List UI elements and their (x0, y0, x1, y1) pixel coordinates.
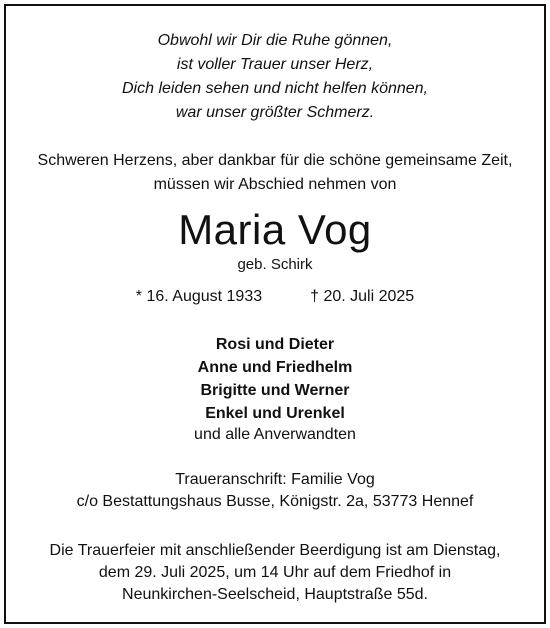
intro-line-2: müssen wir Abschied nehmen von (153, 176, 397, 193)
address-line-1: Traueranschrift: Familie Vog (175, 471, 375, 488)
obituary-frame (4, 4, 546, 624)
life-dates (6, 288, 544, 306)
poem-line-3: Dich leiden sehen und nicht helfen können, (122, 80, 428, 97)
address-line-2: c/o Bestattungshaus Busse, Königstr. 2a, 53773 Hennef (76, 493, 474, 510)
relatives: und alle Anverwandten (194, 426, 356, 443)
funeral-line-3: Neunkirchen-Seelscheid, Hauptstraße 55d. (122, 586, 428, 603)
death-date: † 20. Juli 2025 (310, 288, 415, 305)
funeral-line-1: Die Trauerfeier mit anschließender Beerdigung ist am Dienstag, (49, 542, 501, 559)
poem-line-1: Obwohl wir Dir die Ruhe gönnen, (157, 32, 393, 49)
intro-line-1: Schweren Herzens, aber dankbar für die schöne gemeinsame Zeit, (37, 152, 513, 169)
maiden-name: geb. Schirk (237, 256, 313, 273)
poem-line-4: war unser größter Schmerz. (175, 104, 375, 121)
deceased-name: Maria Vog (178, 206, 372, 253)
obituary-content (6, 6, 544, 622)
poem-line-2: ist voller Trauer unser Herz, (176, 56, 374, 73)
birth-date: * 16. August 1933 (135, 288, 263, 305)
mourner-3: Brigitte und Werner (200, 382, 350, 399)
mourner-2: Anne und Friedhelm (197, 359, 353, 376)
funeral-line-2: dem 29. Juli 2025, um 14 Uhr auf dem Friedhof in (98, 564, 452, 581)
mourner-1: Rosi und Dieter (215, 336, 335, 353)
mourner-4: Enkel und Urenkel (205, 405, 345, 422)
